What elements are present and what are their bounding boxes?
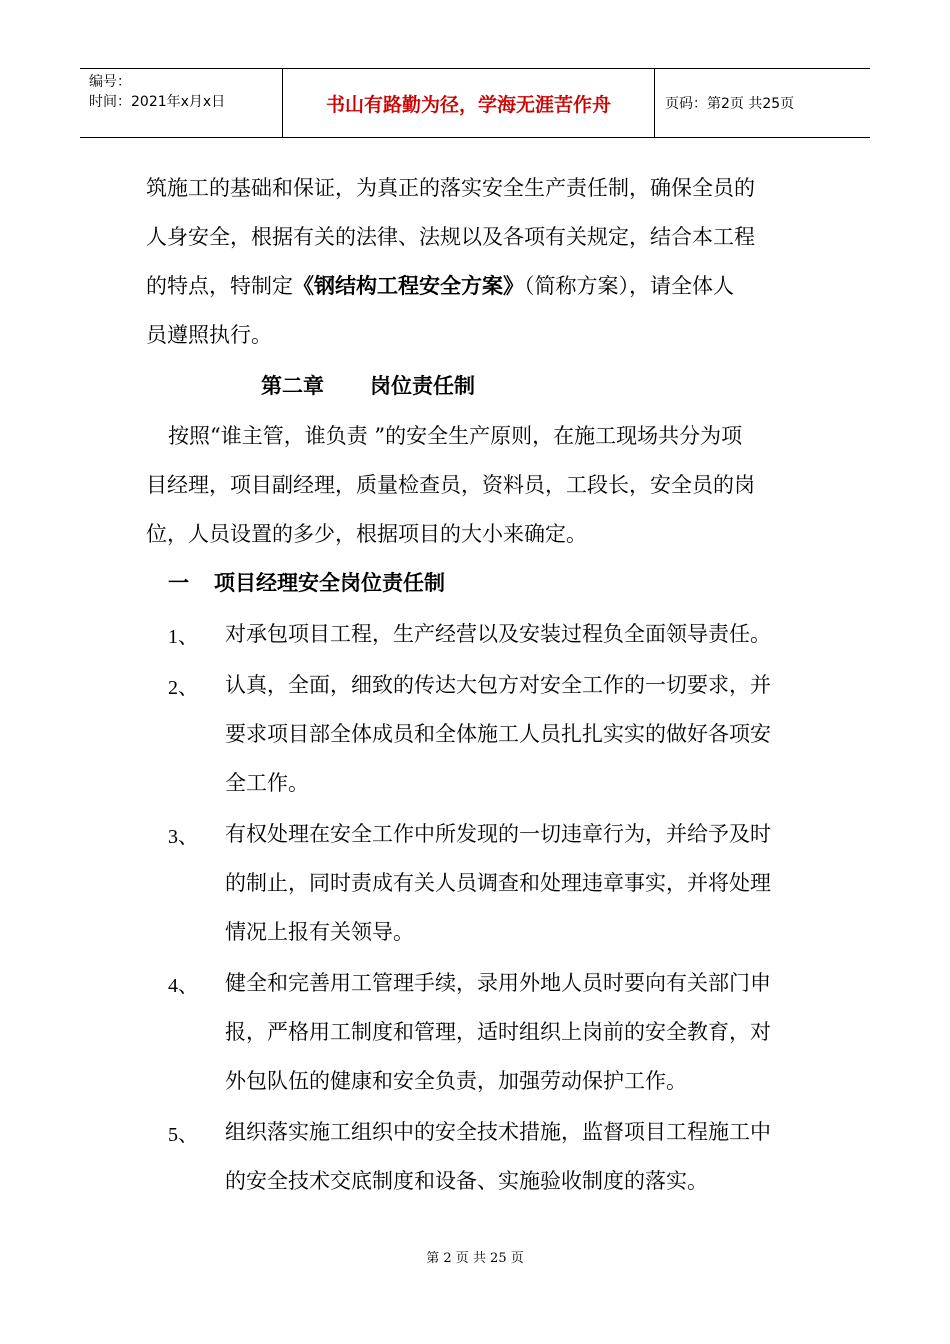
item-number: 3、 xyxy=(168,826,198,848)
item-line: 健全和完善用工管理手续，录用外地人员时要向有关部门申 xyxy=(225,971,771,995)
intro-line-4: 员遵照执行。 xyxy=(146,323,272,347)
item-number: 1、 xyxy=(168,626,198,648)
header-page-info: 页码：第2页 共25页 xyxy=(665,96,795,112)
chapter-number: 第二章 xyxy=(261,373,324,398)
intro-line-3 xyxy=(146,270,734,300)
item-line: 要求项目部全体成员和全体施工人员扎扎实实的做好各项安 xyxy=(225,722,771,746)
intro-line-2: 人身安全，根据有关的法律、法规以及各项有关规定，结合本工程 xyxy=(146,225,755,249)
item-line: 情况上报有关领导。 xyxy=(225,920,414,944)
header-meta xyxy=(80,69,283,137)
item-line: 有权处理在安全工作中所发现的一切违章行为，并给予及时 xyxy=(225,822,771,846)
item-line: 外包队伍的健康和安全负责，加强劳动保护工作。 xyxy=(225,1069,687,1093)
item-line: 的制止，同时责成有关人员调查和处理违章事实，并将处理 xyxy=(225,871,771,895)
item-line: 对承包项目工程，生产经营以及安装过程负全面领导责任。 xyxy=(225,622,771,646)
plan-title: 《钢结构工程安全方案》 xyxy=(293,273,524,298)
item-number: 2、 xyxy=(168,677,198,699)
chapter-title: 岗位责任制 xyxy=(370,373,475,398)
section-number: 一 xyxy=(168,570,189,595)
document-time: 时间：2021年x月x日 xyxy=(89,94,226,110)
item-number: 4、 xyxy=(168,975,198,997)
document-number-label: 编号： xyxy=(89,74,131,90)
item-line: 全工作。 xyxy=(225,771,309,795)
item-line: 认真，全面，细致的传达大包方对安全工作的一切要求，并 xyxy=(225,673,771,697)
intro-line-1: 筑施工的基础和保证，为真正的落实安全生产责任制，确保全员的 xyxy=(146,176,755,200)
intro-line-3-start: 的特点，特制定 xyxy=(146,274,293,298)
item-line: 的安全技术交底制度和设备、实施验收制度的落实。 xyxy=(225,1169,708,1193)
chapter-intro-line-1: 按照“谁主管，谁负责 ”的安全生产原则，在施工现场共分为项 xyxy=(168,424,743,448)
item-number: 5、 xyxy=(168,1124,198,1146)
chapter-intro-line-2: 目经理，项目副经理，质量检查员，资料员，工段长，安全员的岗 xyxy=(146,473,755,497)
page-footer: 第 2 页 共 25 页 xyxy=(426,1251,524,1266)
item-line: 组织落实施工组织中的安全技术措施，监督项目工程施工中 xyxy=(225,1120,771,1144)
chapter-intro-line-3: 位，人员设置的多少，根据项目的大小来确定。 xyxy=(146,522,587,546)
section-title: 项目经理安全岗位责任制 xyxy=(214,570,445,595)
item-line: 报，严格用工制度和管理，适时组织上岗前的安全教育，对 xyxy=(225,1020,771,1044)
header-motto: 书山有路勤为径，学海无涯苦作舟 xyxy=(283,69,655,137)
document-header xyxy=(80,68,870,138)
intro-line-3-end: （简称方案），请全体人 xyxy=(524,274,734,298)
